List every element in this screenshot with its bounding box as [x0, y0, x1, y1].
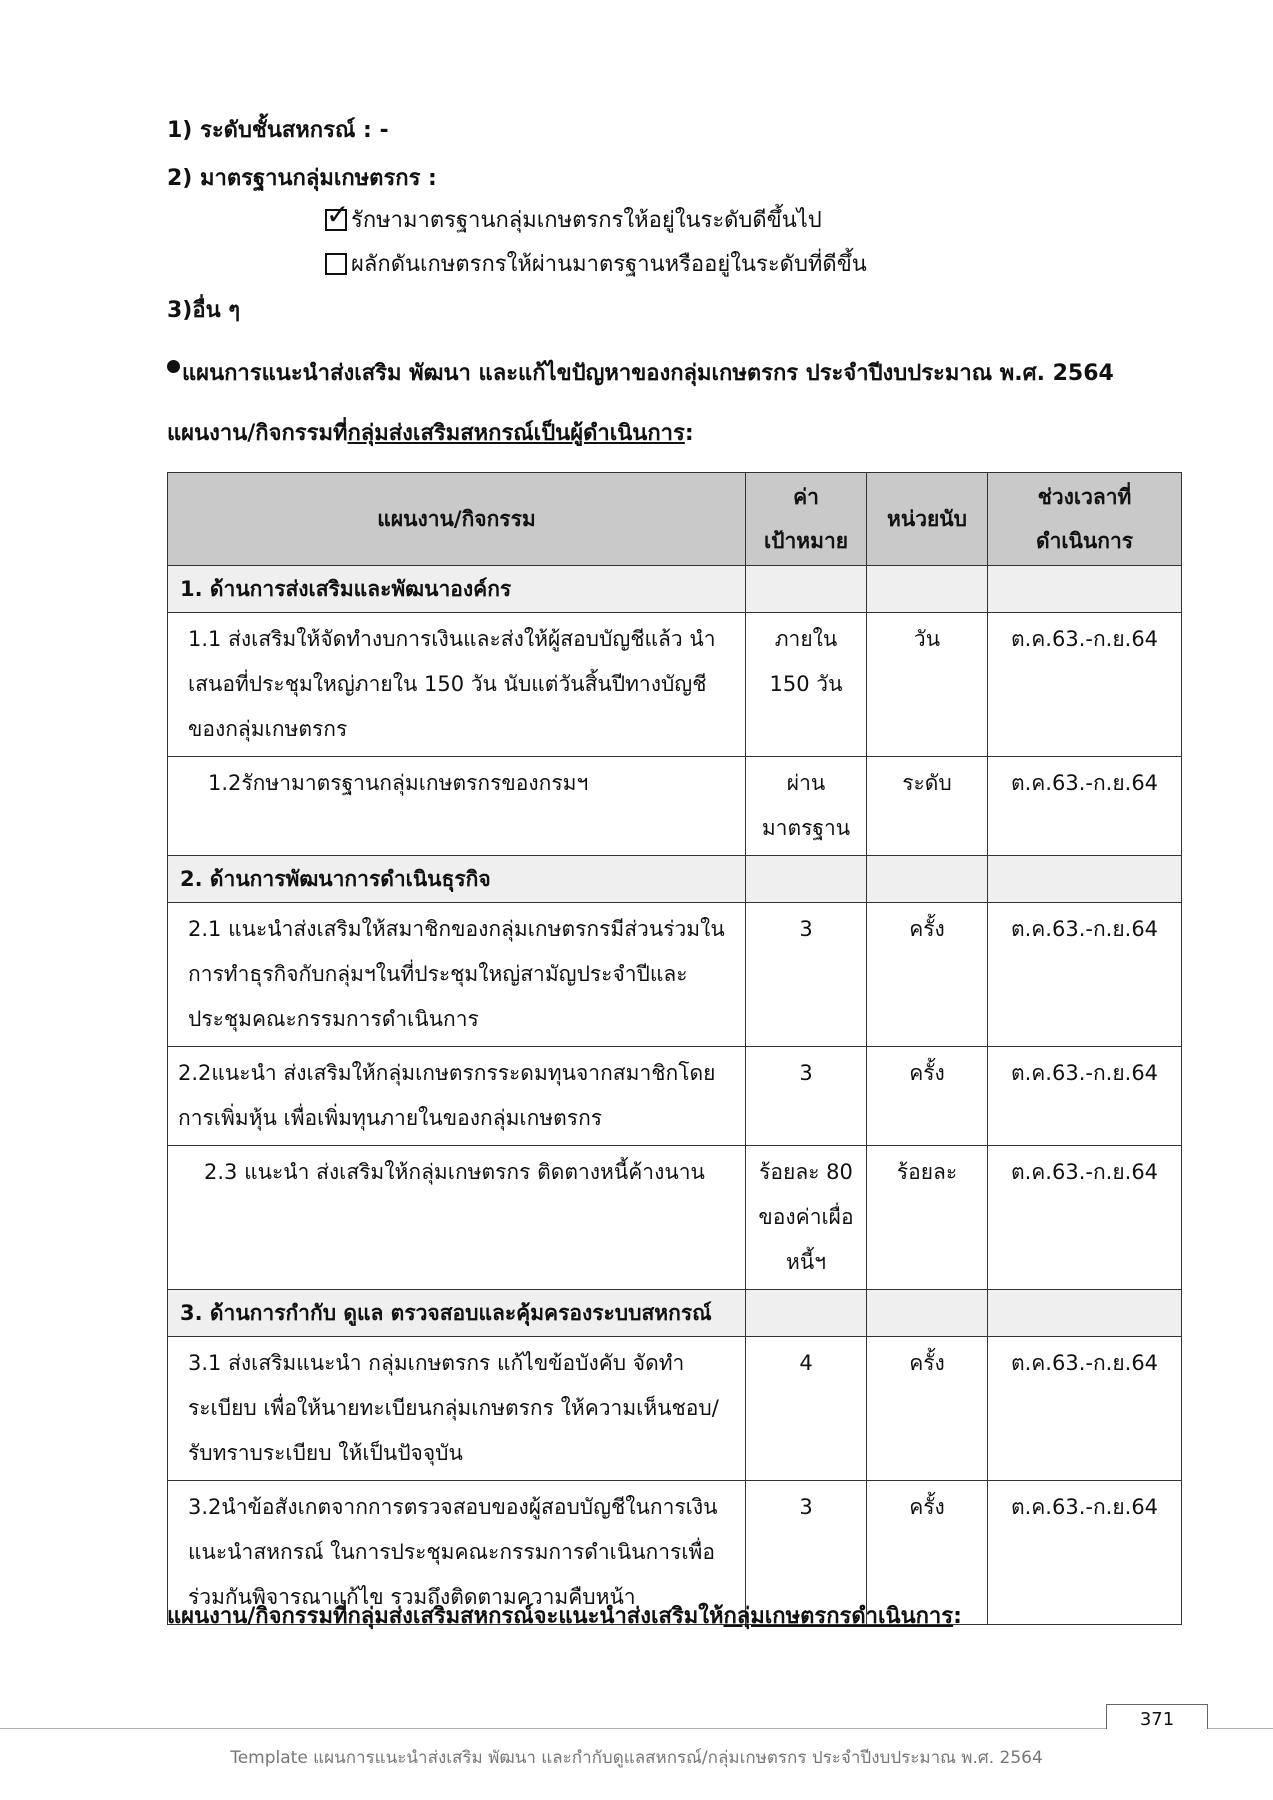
section-title: 3. ด้านการกำกับ ดูแล ตรวจสอบและคุ้มครองระบบสหกรณ์	[168, 1290, 746, 1337]
activity-cell: 2.1 แนะนำส่งเสริมให้สมาชิกของกลุ่มเกษตรกรมีส่วนร่วมในการทำธุรกิจกับกลุ่มฯในที่ประชุมใหญ่สามัญประจำปีและประชุมคณะกรรมการดำเนินการ	[168, 903, 746, 1047]
page-number: 371	[1106, 1704, 1208, 1729]
target-cell: ภายใน 150 วัน	[746, 613, 867, 757]
period-cell: ต.ค.63.-ก.ย.64	[988, 1047, 1182, 1146]
table-row	[168, 613, 1182, 757]
period-cell: ต.ค.63.-ก.ย.64	[988, 1337, 1182, 1481]
cooperative-level-item: 1) ระดับชั้นสหกรณ์ : -	[167, 118, 389, 143]
header-period: ช่วงเวลาที่ ดำเนินการ	[988, 473, 1182, 566]
period-cell: ต.ค.63.-ก.ย.64	[988, 613, 1182, 757]
activity-cell: 3.2นำข้อสังเกตจากการตรวจสอบของผู้สอบบัญชีในการเงิน แนะนำสหกรณ์ ในการประชุมคณะกรรมการดำเนินการเพื่อร่วมกันพิจารณาแก้ไข รวมถึงติดตามความคืบหน้า	[168, 1481, 746, 1625]
period-cell: ต.ค.63.-ก.ย.64	[988, 1481, 1182, 1625]
period-cell: ต.ค.63.-ก.ย.64	[988, 1146, 1182, 1290]
bullet-icon	[167, 360, 180, 373]
table-header-row	[168, 473, 1182, 566]
section-row	[168, 1290, 1182, 1337]
sub-heading-underlined: กลุ่มส่งเสริมสหกรณ์เป็นผู้ดำเนินการ	[347, 421, 685, 446]
sub-heading	[167, 415, 694, 450]
table-row	[168, 757, 1182, 856]
plan-heading	[167, 355, 1114, 390]
sub-heading-prefix: แผนงาน/กิจกรรมที่	[167, 421, 348, 446]
checkbox-row-push-standard	[325, 246, 867, 281]
farmer-group-standard-item: 2) มาตรฐานกลุ่มเกษตรกร :	[167, 166, 437, 191]
table-row	[168, 1047, 1182, 1146]
header-target: ค่า เป้าหมาย	[746, 473, 867, 566]
checkbox-row-maintain-standard	[325, 197, 822, 237]
unit-cell: ระดับ	[867, 757, 988, 856]
checkbox-label-maintain-standard: รักษามาตรฐานกลุ่มเกษตรกรให้อยู่ในระดับดีขึ้นไป	[351, 208, 822, 233]
footer-divider	[0, 1728, 1273, 1729]
section-title: 2. ด้านการพัฒนาการดำเนินธุรกิจ	[168, 856, 746, 903]
target-cell: 3	[746, 903, 867, 1047]
table-row	[168, 1146, 1182, 1290]
target-cell: 4	[746, 1337, 867, 1481]
activity-cell: 1.2รักษามาตรฐานกลุ่มเกษตรกรของกรมฯ	[168, 757, 746, 856]
unit-cell: ครั้ง	[867, 903, 988, 1047]
unchecked-checkbox-icon	[325, 253, 347, 275]
header-unit: หน่วยนับ	[867, 473, 988, 566]
bottom-heading-prefix: แผนงาน/กิจกรรมที่กลุ่มส่งเสริมสหกรณ์จะแนะนำส่งเสริมให้	[167, 1604, 724, 1629]
target-cell: 3	[746, 1481, 867, 1625]
table-row	[168, 903, 1182, 1047]
activity-plan-table	[167, 472, 1182, 1625]
activity-cell: 2.3 แนะนำ ส่งเสริมให้กลุ่มเกษตรกร ติดตางหนี้ค้างนาน	[168, 1146, 746, 1290]
target-cell: ผ่านมาตรฐาน	[746, 757, 867, 856]
section-row	[168, 856, 1182, 903]
target-cell: ร้อยละ 80 ของค่าเผื่อหนี้ฯ	[746, 1146, 867, 1290]
footer-text: Template แผนการแนะนำส่งเสริม พัฒนา และกำกับดูแลสหกรณ์/กลุ่มเกษตรกร ประจำปีงบประมาณ พ.ศ. 2564	[230, 1748, 1043, 1768]
activity-cell: 2.2แนะนำ ส่งเสริมให้กลุ่มเกษตรกรระดมทุนจากสมาชิกโดยการเพิ่มหุ้น เพื่อเพิ่มทุนภายในของกลุ่มเกษตรกร	[168, 1047, 746, 1146]
unit-cell: ครั้ง	[867, 1337, 988, 1481]
activity-cell: 1.1 ส่งเสริมให้จัดทำงบการเงินและส่งให้ผู้สอบบัญชีแล้ว นำเสนอที่ประชุมใหญ่ภายใน 150 วัน นับแต่วันสิ้นปีทางบัญชีของกลุ่มเกษตรกร	[168, 613, 746, 757]
table-row	[168, 1337, 1182, 1481]
unit-cell: ครั้ง	[867, 1481, 988, 1625]
header-activity: แผนงาน/กิจกรรม	[168, 473, 746, 566]
checkbox-label-push-standard: ผลักดันเกษตรกรให้ผ่านมาตรฐานหรืออยู่ในระดับที่ดีขึ้น	[351, 252, 867, 277]
section-row	[168, 566, 1182, 613]
bottom-heading-suffix: :	[953, 1604, 962, 1629]
section-title: 1. ด้านการส่งเสริมและพัฒนาองค์กร	[168, 566, 746, 613]
activity-cell: 3.1 ส่งเสริมแนะนำ กลุ่มเกษตรกร แก้ไขข้อบังคับ จัดทำระเบียบ เพื่อให้นายทะเบียนกลุ่มเกษตรกร ให้ความเห็นชอบ/รับทราบระเบียบ ให้เป็นปัจจุบัน	[168, 1337, 746, 1481]
sub-heading-suffix: :	[684, 421, 694, 446]
period-cell: ต.ค.63.-ก.ย.64	[988, 757, 1182, 856]
bottom-heading	[167, 1598, 962, 1633]
checked-checkbox-icon: ✓	[326, 197, 350, 231]
bottom-heading-underlined: กลุ่มเกษตรกรดำเนินการ	[723, 1604, 954, 1629]
period-cell: ต.ค.63.-ก.ย.64	[988, 903, 1182, 1047]
unit-cell: ร้อยละ	[867, 1146, 988, 1290]
unit-cell: ครั้ง	[867, 1047, 988, 1146]
other-item: 3)อื่น ๆ	[167, 298, 241, 323]
target-cell: 3	[746, 1047, 867, 1146]
plan-heading-text: แผนการแนะนำส่งเสริม พัฒนา และแก้ไขปัญหาของกลุ่มเกษตรกร ประจำปีงบประมาณ พ.ศ. 2564	[182, 361, 1114, 386]
unit-cell: วัน	[867, 613, 988, 757]
